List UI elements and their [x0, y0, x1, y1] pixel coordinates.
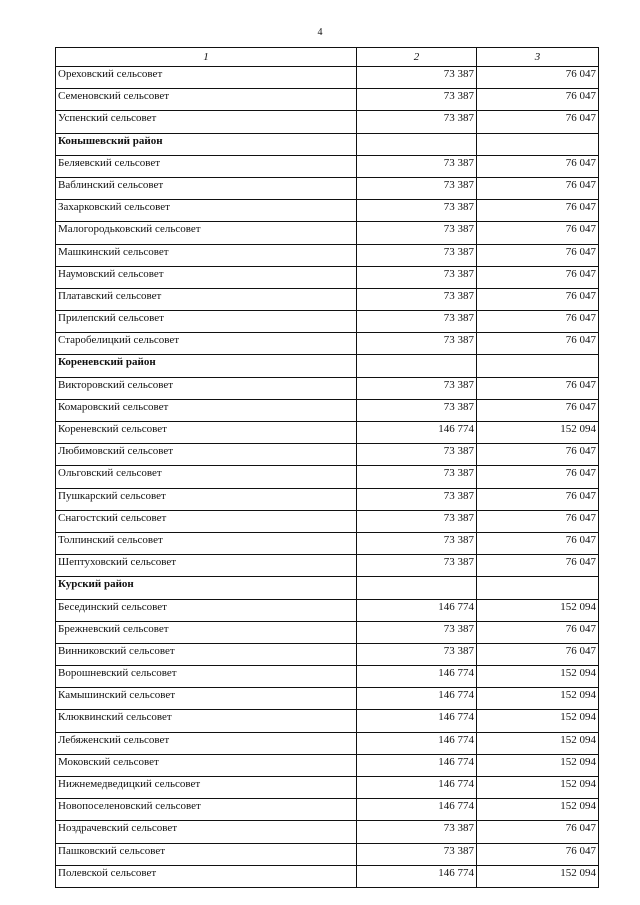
table-row: [56, 377, 599, 399]
settlement-name: Камышинский сельсовет: [56, 688, 357, 710]
value-col-2: 73 387: [357, 311, 477, 333]
value-col-2: 146 774: [357, 710, 477, 732]
value-col-2: 146 774: [357, 777, 477, 799]
value-col-3: 76 047: [477, 333, 599, 355]
value-col-2: 73 387: [357, 821, 477, 843]
settlement-name: Ворошневский сельсовет: [56, 666, 357, 688]
settlement-name: Старобелицкий сельсовет: [56, 333, 357, 355]
header-row: [56, 48, 599, 67]
table-row: [56, 399, 599, 421]
value-col-2: 146 774: [357, 754, 477, 776]
district-name: Конышевский район: [56, 133, 357, 155]
table-row: [56, 821, 599, 843]
settlement-name: Ольговский сельсовет: [56, 466, 357, 488]
value-col-2: 146 774: [357, 599, 477, 621]
district-row: [56, 355, 599, 377]
table-row: [56, 155, 599, 177]
value-col-3: 76 047: [477, 643, 599, 665]
value-col-2: 73 387: [357, 266, 477, 288]
value-col-2: 73 387: [357, 377, 477, 399]
table-row: [56, 799, 599, 821]
value-col-2: [357, 577, 477, 599]
table-row: [56, 688, 599, 710]
value-col-3: 152 094: [477, 710, 599, 732]
table-row: [56, 466, 599, 488]
value-col-2: [357, 133, 477, 155]
value-col-3: 76 047: [477, 67, 599, 89]
settlement-name: Успенский сельсовет: [56, 111, 357, 133]
table-row: [56, 266, 599, 288]
settlement-name: Шептуховский сельсовет: [56, 555, 357, 577]
value-col-2: 73 387: [357, 555, 477, 577]
value-col-3: 152 094: [477, 422, 599, 444]
table-row: [56, 865, 599, 887]
district-name: Курский район: [56, 577, 357, 599]
value-col-2: 73 387: [357, 488, 477, 510]
value-col-2: 73 387: [357, 843, 477, 865]
table-row: [56, 732, 599, 754]
value-col-2: 146 774: [357, 732, 477, 754]
value-col-2: 146 774: [357, 422, 477, 444]
value-col-3: 76 047: [477, 532, 599, 554]
table-row: [56, 555, 599, 577]
value-col-3: 76 047: [477, 177, 599, 199]
settlement-name: Прилепский сельсовет: [56, 311, 357, 333]
value-col-2: 73 387: [357, 89, 477, 111]
table-row: [56, 200, 599, 222]
value-col-3: 76 047: [477, 155, 599, 177]
value-col-2: 73 387: [357, 643, 477, 665]
value-col-3: 76 047: [477, 444, 599, 466]
value-col-3: 152 094: [477, 754, 599, 776]
value-col-3: 152 094: [477, 688, 599, 710]
settlement-name: Наумовский сельсовет: [56, 266, 357, 288]
settlement-name: Комаровский сельсовет: [56, 399, 357, 421]
table-row: [56, 532, 599, 554]
value-col-2: 73 387: [357, 621, 477, 643]
settlement-name: Моковский сельсовет: [56, 754, 357, 776]
value-col-3: 76 047: [477, 488, 599, 510]
settlement-name: Пушкарский сельсовет: [56, 488, 357, 510]
value-col-3: 76 047: [477, 399, 599, 421]
table-row: [56, 643, 599, 665]
value-col-2: 73 387: [357, 222, 477, 244]
table-row: [56, 177, 599, 199]
value-col-3: 152 094: [477, 599, 599, 621]
value-col-3: 76 047: [477, 466, 599, 488]
settlement-name: Лебяженский сельсовет: [56, 732, 357, 754]
value-col-3: 76 047: [477, 510, 599, 532]
settlement-name: Ореховский сельсовет: [56, 67, 357, 89]
value-col-2: 73 387: [357, 67, 477, 89]
table-row: [56, 244, 599, 266]
value-col-2: 73 387: [357, 155, 477, 177]
value-col-3: 76 047: [477, 222, 599, 244]
settlement-name: Малогородьковский сельсовет: [56, 222, 357, 244]
value-col-3: 76 047: [477, 843, 599, 865]
value-col-2: 73 387: [357, 333, 477, 355]
table-row: [56, 666, 599, 688]
settlement-name: Любимовский сельсовет: [56, 444, 357, 466]
settlement-name: Ноздрачевский сельсовет: [56, 821, 357, 843]
value-col-2: 73 387: [357, 399, 477, 421]
settlement-name: Брежневский сельсовет: [56, 621, 357, 643]
table-row: [56, 621, 599, 643]
settlement-name: Снагостский сельсовет: [56, 510, 357, 532]
value-col-2: 146 774: [357, 865, 477, 887]
value-col-2: 73 387: [357, 288, 477, 310]
settlement-name: Бесединский сельсовет: [56, 599, 357, 621]
allocation-table: [55, 47, 599, 888]
value-col-2: 73 387: [357, 244, 477, 266]
value-col-3: 152 094: [477, 865, 599, 887]
value-col-3: 76 047: [477, 200, 599, 222]
page-number: 4: [317, 27, 323, 38]
value-col-2: [357, 355, 477, 377]
value-col-3: 152 094: [477, 777, 599, 799]
value-col-3: 152 094: [477, 799, 599, 821]
value-col-2: 73 387: [357, 510, 477, 532]
settlement-name: Клюквинский сельсовет: [56, 710, 357, 732]
settlement-name: Платавский сельсовет: [56, 288, 357, 310]
value-col-2: 146 774: [357, 799, 477, 821]
settlement-name: Беляевский сельсовет: [56, 155, 357, 177]
value-col-3: 76 047: [477, 555, 599, 577]
value-col-3: 76 047: [477, 311, 599, 333]
table-row: [56, 422, 599, 444]
district-name: Кореневский район: [56, 355, 357, 377]
table-row: [56, 111, 599, 133]
settlement-name: Винниковский сельсовет: [56, 643, 357, 665]
table-row: [56, 488, 599, 510]
value-col-2: 146 774: [357, 666, 477, 688]
value-col-2: 73 387: [357, 444, 477, 466]
table-row: [56, 599, 599, 621]
district-row: [56, 133, 599, 155]
header-col-1: 1: [56, 48, 357, 67]
table-row: [56, 288, 599, 310]
table-row: [56, 67, 599, 89]
district-row: [56, 577, 599, 599]
header-col-3: 3: [477, 48, 599, 67]
value-col-3: [477, 133, 599, 155]
value-col-3: 152 094: [477, 732, 599, 754]
table-row: [56, 510, 599, 532]
settlement-name: Семеновский сельсовет: [56, 89, 357, 111]
value-col-2: 73 387: [357, 177, 477, 199]
table-row: [56, 710, 599, 732]
settlement-name: Викторовский сельсовет: [56, 377, 357, 399]
table-row: [56, 843, 599, 865]
value-col-2: 73 387: [357, 111, 477, 133]
value-col-3: 76 047: [477, 288, 599, 310]
settlement-name: Новопоселеновский сельсовет: [56, 799, 357, 821]
settlement-name: Нижнемедведицкий сельсовет: [56, 777, 357, 799]
value-col-3: 76 047: [477, 621, 599, 643]
value-col-3: 76 047: [477, 244, 599, 266]
settlement-name: Толпинский сельсовет: [56, 532, 357, 554]
table-row: [56, 89, 599, 111]
value-col-2: 73 387: [357, 532, 477, 554]
value-col-3: 76 047: [477, 111, 599, 133]
table-row: [56, 777, 599, 799]
table-row: [56, 222, 599, 244]
value-col-2: 73 387: [357, 200, 477, 222]
table-row: [56, 333, 599, 355]
settlement-name: Ваблинский сельсовет: [56, 177, 357, 199]
value-col-3: 76 047: [477, 266, 599, 288]
header-col-2: 2: [357, 48, 477, 67]
settlement-name: Пашковский сельсовет: [56, 843, 357, 865]
settlement-name: Захарковский сельсовет: [56, 200, 357, 222]
value-col-2: 73 387: [357, 466, 477, 488]
value-col-3: 152 094: [477, 666, 599, 688]
value-col-3: 76 047: [477, 89, 599, 111]
value-col-3: 76 047: [477, 377, 599, 399]
settlement-name: Машкинский сельсовет: [56, 244, 357, 266]
settlement-name: Кореневский сельсовет: [56, 422, 357, 444]
table-body: [56, 67, 599, 888]
value-col-3: [477, 577, 599, 599]
value-col-3: [477, 355, 599, 377]
table-row: [56, 754, 599, 776]
value-col-3: 76 047: [477, 821, 599, 843]
table-row: [56, 444, 599, 466]
table-row: [56, 311, 599, 333]
settlement-name: Полевской сельсовет: [56, 865, 357, 887]
value-col-2: 146 774: [357, 688, 477, 710]
